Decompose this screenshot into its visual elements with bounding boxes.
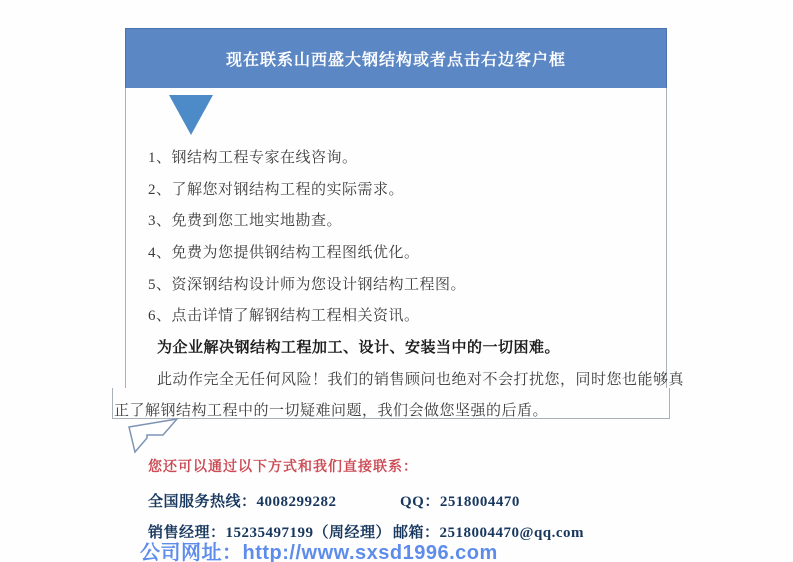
list-item: 4、免费为您提供钢结构工程图纸优化。 bbox=[148, 245, 420, 261]
qq-label: QQ： bbox=[400, 494, 440, 510]
triangle-down-icon bbox=[168, 94, 214, 136]
paragraph-line: 此动作完全无任何风险！我们的销售顾问也绝对不会打扰您，同时您也能够真 bbox=[157, 372, 685, 388]
website-row bbox=[140, 536, 498, 562]
hotline-label: 全国服务热线： bbox=[148, 494, 257, 510]
list-item: 6、点击详情了解钢结构工程相关资讯。 bbox=[148, 308, 420, 324]
highlight-text: 为企业解决钢结构工程加工、设计、安装当中的一切困难。 bbox=[157, 340, 561, 356]
manager-label: 销售经理： bbox=[148, 525, 226, 541]
manager-phone: 15235497199（周经理） bbox=[225, 525, 392, 541]
email-label: 邮箱： bbox=[393, 525, 440, 541]
email-address: 2518004470@qq.com bbox=[439, 525, 585, 541]
paragraph-line: 正了解钢结构工程中的一切疑难问题，我们会做您坚强的后盾。 bbox=[114, 403, 549, 419]
list-item: 1、钢结构工程专家在线咨询。 bbox=[148, 150, 358, 166]
qq-number: 2518004470 bbox=[439, 494, 520, 510]
list-item: 5、资深钢结构设计师为您设计钢结构工程图。 bbox=[148, 277, 467, 293]
hotline-row bbox=[148, 490, 337, 511]
website-url[interactable]: http://www.sxsd1996.com bbox=[242, 542, 498, 562]
corner-flag-icon bbox=[126, 416, 182, 456]
contact-intro: 您还可以通过以下方式和我们直接联系： bbox=[148, 460, 418, 475]
header-banner bbox=[125, 28, 667, 89]
header-title: 现在联系山西盛大钢结构或者点击右边客户框 bbox=[225, 52, 566, 69]
website-label: 公司网址： bbox=[140, 542, 243, 562]
qq-row bbox=[400, 490, 520, 511]
hotline-number: 4008299282 bbox=[256, 494, 337, 510]
list-item: 3、免费到您工地实地勘查。 bbox=[148, 213, 343, 229]
list-item: 2、了解您对钢结构工程的实际需求。 bbox=[148, 182, 405, 198]
